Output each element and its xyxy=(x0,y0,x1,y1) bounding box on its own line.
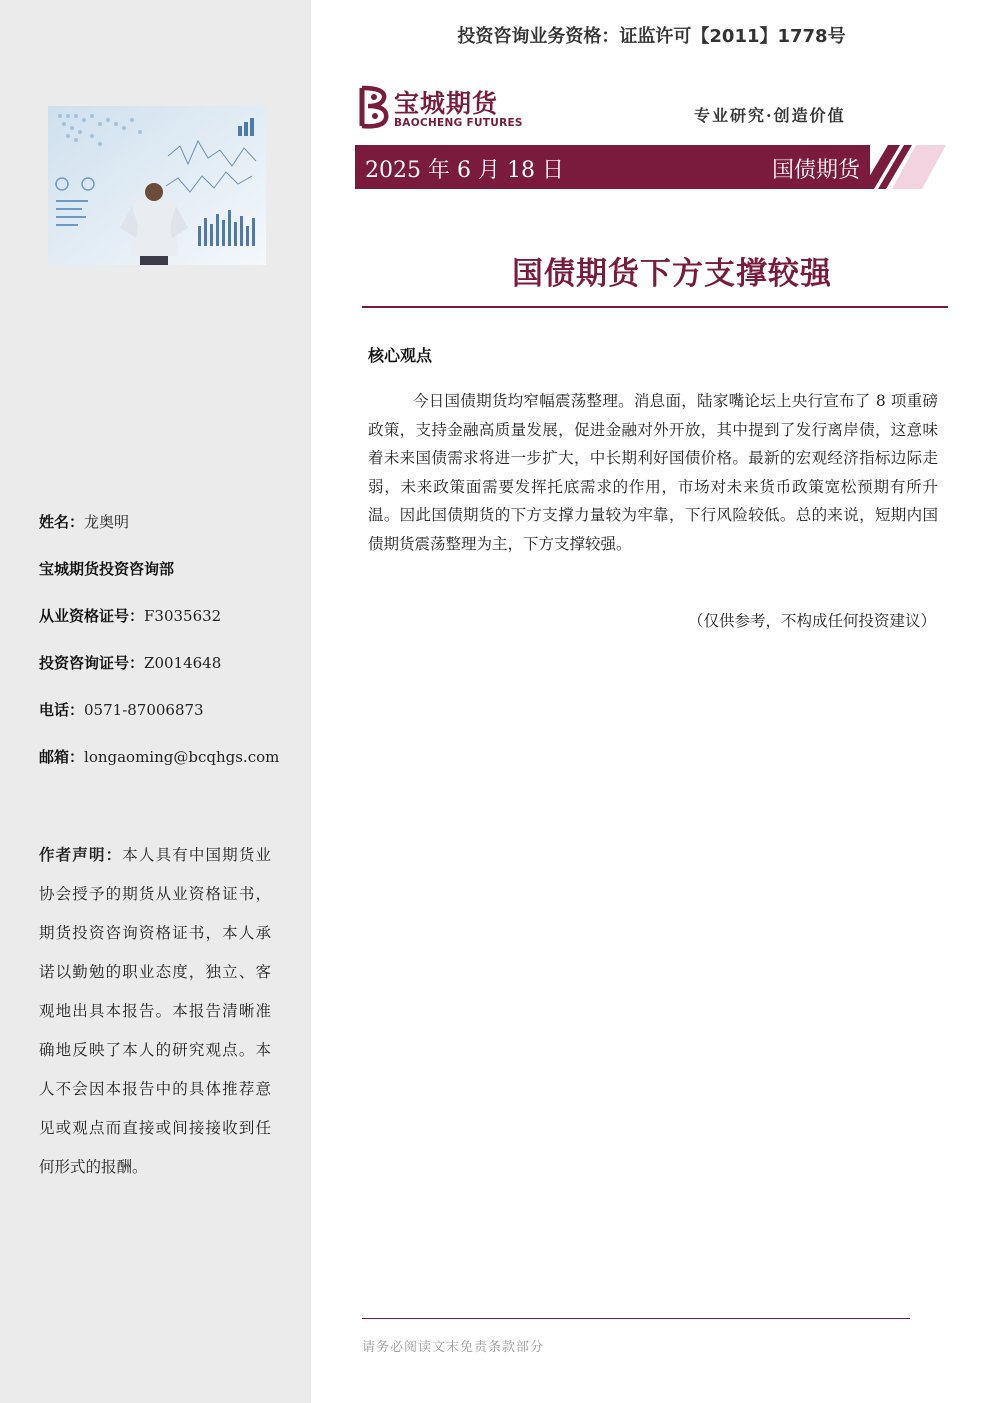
author-name-row xyxy=(39,508,289,555)
baocheng-logo-icon xyxy=(356,84,392,130)
author-phone-row xyxy=(39,696,289,743)
report-date: 2025 年 6 月 18 日 xyxy=(365,158,564,183)
qualification-label: 从业资格证号： xyxy=(39,607,145,625)
author-info xyxy=(39,508,289,790)
slogan: 专业研究·创造价值 xyxy=(694,106,846,125)
report-title: 国债期货下方支撑较强 xyxy=(512,256,832,292)
author-name: 龙奥明 xyxy=(84,513,130,531)
reference-note: （仅供参考，不构成任何投资建议） xyxy=(687,612,936,630)
statement-text: 本人具有中国期货业协会授予的期货从业资格证书，期货投资咨询资格证书，本人承诺以勤勉的职业态度，独立、客观地出具本报告。本报告清晰准确地反映了本人的研究观点。本人不会因本报告中的具体推荐意见或观点而直接或间接接收到任何形式的报酬。 xyxy=(39,846,271,1176)
email-address[interactable]: longaoming@bcqhgs.com xyxy=(84,748,280,766)
phone-number: 0571-87006873 xyxy=(84,701,204,719)
author-statement xyxy=(39,836,271,1187)
statement-label: 作者声明： xyxy=(39,846,123,864)
company-logo xyxy=(356,84,526,134)
report-category: 国债期货 xyxy=(771,158,860,183)
footer-divider xyxy=(362,1318,910,1319)
author-department-row xyxy=(39,555,289,602)
consult-label: 投资咨询证号： xyxy=(39,654,145,672)
author-email-row xyxy=(39,743,289,790)
email-label: 邮箱： xyxy=(39,748,85,766)
author-consult-row xyxy=(39,649,289,696)
date-banner xyxy=(355,145,870,189)
license-line: 投资咨询业务资格：证监许可【2011】1778号 xyxy=(457,26,846,47)
author-qualification-row xyxy=(39,602,289,649)
business-chart-illustration xyxy=(48,106,266,265)
section-heading: 核心观点 xyxy=(368,346,433,365)
title-divider xyxy=(362,306,948,308)
cover-image xyxy=(48,106,266,265)
qualification-number: F3035632 xyxy=(144,607,222,625)
footer-disclaimer: 请务必阅读文末免责条款部分 xyxy=(362,1340,545,1355)
logo-chinese: 宝城期货 xyxy=(394,89,499,118)
sidebar xyxy=(0,0,311,1403)
phone-label: 电话： xyxy=(39,701,85,719)
author-name-label: 姓名： xyxy=(39,513,85,531)
banner-slash-decoration xyxy=(862,145,946,189)
logo-english: BAOCHENG FUTURES xyxy=(394,117,523,129)
consult-number: Z0014648 xyxy=(144,654,222,672)
report-body: 今日国债期货均窄幅震荡整理。消息面，陆家嘴论坛上央行宣布了 8 项重磅政策，支持金融高质量发展，促进金融对外开放，其中提到了发行离岸债，这意味着未来国债需求将进一步扩大，中长期利好国债价格。最新的宏观经济指标边际走弱，未来政策面需要发挥托底需求的作用，市场对未来货币政策宽松预期有所升温。因此国债期货的下方支撑力量较为牢靠，下行风险较低。总的来说，短期内国债期货震荡整理为主，下方支撑较强。 xyxy=(368,392,938,553)
author-department: 宝城期货投资咨询部 xyxy=(39,560,175,578)
